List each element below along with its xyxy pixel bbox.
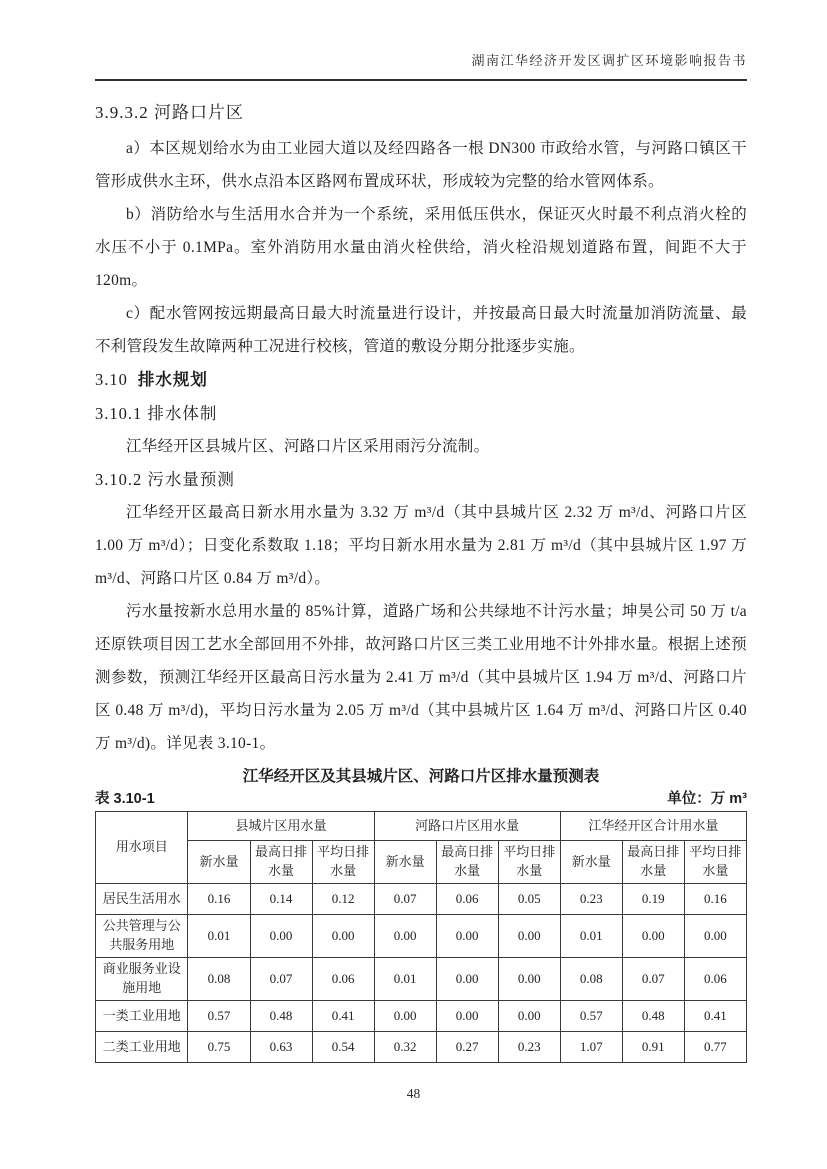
table-cell: 0.57 bbox=[560, 1001, 622, 1032]
table-cell: 0.06 bbox=[436, 884, 498, 915]
subcolumn-header: 最高日排水量 bbox=[622, 841, 684, 884]
section-heading-3932: 3.9.3.2 河路口片区 bbox=[95, 103, 244, 122]
table-header-subcolumns bbox=[96, 841, 747, 884]
running-header bbox=[95, 50, 747, 81]
paragraph-a: a）本区规划给水为由工业园大道以及经四路各一根 DN300 市政给水管，与河路口镇区干管形成供水主环，供水点沿本区路网布置成环状，形成较为完整的给水管网体系。 bbox=[95, 140, 747, 190]
table-cell: 0.00 bbox=[436, 958, 498, 1001]
table-cell: 0.23 bbox=[560, 884, 622, 915]
table-cell: 0.48 bbox=[622, 1001, 684, 1032]
table-cell: 0.91 bbox=[622, 1032, 684, 1063]
table-cell: 0.07 bbox=[374, 884, 436, 915]
drainage-forecast-table bbox=[95, 811, 747, 1063]
section-heading-310 bbox=[95, 363, 747, 397]
section-title-310: 排水规划 bbox=[137, 371, 208, 389]
table-cell: 0.00 bbox=[250, 915, 312, 958]
table-caption-row bbox=[95, 789, 747, 810]
column-header-item: 用水项目 bbox=[96, 812, 188, 884]
table-row bbox=[96, 1001, 747, 1032]
row-label: 商业服务业设施用地 bbox=[96, 958, 188, 1001]
table-cell: 0.00 bbox=[436, 1001, 498, 1032]
table-cell: 0.08 bbox=[560, 958, 622, 1001]
table-unit: 单位：万 m³ bbox=[667, 791, 747, 807]
paragraph-drainage-system: 江华经开区县城片区、河路口片区采用雨污分流制。 bbox=[126, 438, 490, 455]
section-number-310: 3.10 bbox=[95, 370, 128, 389]
table-cell: 0.54 bbox=[312, 1032, 374, 1063]
table-cell: 1.07 bbox=[560, 1032, 622, 1063]
table-cell: 0.07 bbox=[622, 958, 684, 1001]
table-row bbox=[96, 958, 747, 1001]
table-cell: 0.00 bbox=[684, 915, 746, 958]
column-group-heluokou: 河路口片区用水量 bbox=[374, 812, 560, 841]
section-heading-3102: 3.10.2 污水量预测 bbox=[95, 470, 235, 489]
column-group-total: 江华经开区合计用水量 bbox=[560, 812, 746, 841]
subcolumn-header: 新水量 bbox=[560, 841, 622, 884]
table-cell: 0.06 bbox=[684, 958, 746, 1001]
table-cell: 0.00 bbox=[498, 958, 560, 1001]
table-cell: 0.01 bbox=[560, 915, 622, 958]
table-cell: 0.01 bbox=[374, 958, 436, 1001]
table-cell: 0.01 bbox=[188, 915, 250, 958]
paragraph-b: b）消防给水与生活用水合并为一个系统，采用低压供水，保证灭火时最不利点消火栓的水压不小于 0.1MPa。室外消防用水量由消火栓供给，消火栓沿规划道路布置，间距不大于 120m。 bbox=[95, 206, 747, 289]
table-cell: 0.06 bbox=[312, 958, 374, 1001]
page-number: 48 bbox=[406, 1086, 421, 1101]
table-cell: 0.07 bbox=[250, 958, 312, 1001]
row-label: 居民生活用水 bbox=[96, 884, 188, 915]
table-cell: 0.27 bbox=[436, 1032, 498, 1063]
table-cell: 0.00 bbox=[374, 1001, 436, 1032]
table-cell: 0.19 bbox=[622, 884, 684, 915]
table-cell: 0.41 bbox=[312, 1001, 374, 1032]
paragraph-sewage-forecast: 污水量按新水总用水量的 85%计算，道路广场和公共绿地不计污水量；坤昊公司 50 万 t/a 还原铁项目因工艺水全部回用不外排，故河路口片区三类工业用地不计外排水量。根据上述预测参数，预测江华经开区最高日污水量为 2.41 万 m³/d（其中县城片区 1.94 万 m³/d、河路口片区 0.48 万 m³/d)，平均日污水量为 2.05 万 m³/d（其中县城片区 1.64 万 m³/d、河路口片区 0.40 万 m³/d)。详见表 3.10-1。 bbox=[95, 603, 747, 752]
table-cell: 0.00 bbox=[312, 915, 374, 958]
subcolumn-header: 新水量 bbox=[374, 841, 436, 884]
section-heading-3101: 3.10.1 排水体制 bbox=[95, 404, 218, 423]
table-cell: 0.16 bbox=[188, 884, 250, 915]
table-cell: 0.00 bbox=[498, 915, 560, 958]
table-cell: 0.00 bbox=[374, 915, 436, 958]
row-label: 一类工业用地 bbox=[96, 1001, 188, 1032]
table-body bbox=[96, 884, 747, 1063]
subcolumn-header: 平均日排水量 bbox=[312, 841, 374, 884]
table-cell: 0.75 bbox=[188, 1032, 250, 1063]
table-cell: 0.00 bbox=[498, 1001, 560, 1032]
paragraph-water-usage: 江华经开区最高日新水用水量为 3.32 万 m³/d（其中县城片区 2.32 万 m³/d、河路口片区 1.00 万 m³/d）；日变化系数取 1.18；平均日新水用水量为 2.81 万 m³/d（其中县城片区 1.97 万 m³/d、河路口片区 0.84 万 m³/d）。 bbox=[95, 504, 747, 587]
header-title: 湖南江华经济开发区调扩区环境影响报告书 bbox=[471, 53, 747, 68]
table-cell: 0.63 bbox=[250, 1032, 312, 1063]
table-cell: 0.23 bbox=[498, 1032, 560, 1063]
table-header-groups bbox=[96, 812, 747, 841]
subcolumn-header: 最高日排水量 bbox=[250, 841, 312, 884]
table-cell: 0.48 bbox=[250, 1001, 312, 1032]
table-cell: 0.32 bbox=[374, 1032, 436, 1063]
table-cell: 0.16 bbox=[684, 884, 746, 915]
table-row bbox=[96, 915, 747, 958]
table-cell: 0.08 bbox=[188, 958, 250, 1001]
row-label: 二类工业用地 bbox=[96, 1032, 188, 1063]
table-cell: 0.77 bbox=[684, 1032, 746, 1063]
subcolumn-header: 新水量 bbox=[188, 841, 250, 884]
table-cell: 0.12 bbox=[312, 884, 374, 915]
page-content bbox=[95, 50, 747, 1063]
table-cell: 0.05 bbox=[498, 884, 560, 915]
column-group-county: 县城片区用水量 bbox=[188, 812, 374, 841]
table-cell: 0.00 bbox=[622, 915, 684, 958]
subcolumn-header: 平均日排水量 bbox=[498, 841, 560, 884]
table-label: 表 3.10-1 bbox=[95, 791, 155, 807]
table-cell: 0.00 bbox=[436, 915, 498, 958]
table-row bbox=[96, 1032, 747, 1063]
paragraph-c: c）配水管网按远期最高日最大时流量进行设计，并按最高日最大时流量加消防流量、最不利管段发生故障两种工况进行校核，管道的敷设分期分批逐步实施。 bbox=[95, 305, 747, 355]
table-cell: 0.14 bbox=[250, 884, 312, 915]
row-label: 公共管理与公共服务用地 bbox=[96, 915, 188, 958]
table-cell: 0.57 bbox=[188, 1001, 250, 1032]
table-cell: 0.41 bbox=[684, 1001, 746, 1032]
subcolumn-header: 最高日排水量 bbox=[436, 841, 498, 884]
subcolumn-header: 平均日排水量 bbox=[684, 841, 746, 884]
table-row bbox=[96, 884, 747, 915]
table-title: 江华经开区及其县城片区、河路口片区排水量预测表 bbox=[242, 768, 600, 785]
